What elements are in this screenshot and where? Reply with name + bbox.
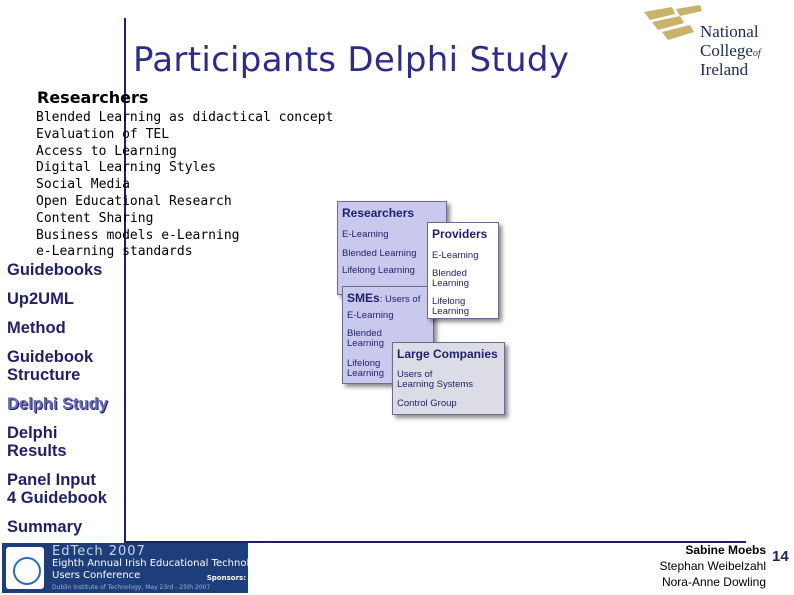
providers-box-item: Lifelong Learning [432, 296, 469, 317]
researchers-box-item: Lifelong Learning [342, 265, 415, 276]
large-companies-box-title: Large Companies [397, 347, 498, 361]
providers-box-item: Blended Learning [432, 268, 469, 289]
list-item: Blended Learning as didactical concept [36, 110, 334, 125]
banner-line-1: Eighth Annual Irish Educational Technology [52, 558, 268, 569]
banner-line-3: Dublin Institute of Technology, May 23rd - 25th 2007 [52, 584, 211, 591]
banner-line-2: Users Conference [52, 570, 141, 581]
dit-seal-icon [13, 557, 41, 585]
page-number: 14 [772, 548, 789, 565]
smes-subtitle: : Users of [379, 294, 421, 305]
smes-box-title [347, 291, 420, 305]
logo-stripes-icon [642, 4, 704, 44]
logo-line-2a: College [700, 41, 753, 60]
large-companies-box-item: Users of Learning Systems [397, 369, 474, 390]
list-item: Content Sharing [36, 210, 154, 226]
list-item: Evaluation of TEL [36, 126, 170, 142]
researchers-box-title: Researchers [342, 206, 415, 220]
researchers-box-item: Blended Learning [342, 248, 417, 259]
content-list [36, 110, 333, 261]
author-1: Sabine Moebs [685, 543, 766, 557]
nav-item-up2uml[interactable]: Up2UML [7, 290, 74, 308]
logo-line-3: Ireland [700, 60, 749, 79]
list-item: Digital Learning Styles [36, 160, 217, 176]
nav-item-delphi-results[interactable]: Delphi Results [7, 424, 67, 460]
list-item: e-Learning standards [36, 244, 193, 260]
banner-sponsors: Sponsors: [206, 574, 246, 582]
list-item: Social Media [36, 177, 130, 193]
list-item: Access to Learning [36, 143, 177, 159]
logo-line-2b: of [752, 48, 761, 59]
smes-box-item: Lifelong Learning [347, 358, 384, 379]
authors [630, 542, 766, 590]
list-item: Business models e-Learning [36, 227, 240, 243]
smes-box-item: E-Learning [347, 310, 394, 321]
author-2: Stephan Weibelzahl [659, 559, 766, 573]
logo-line-2 [700, 41, 761, 61]
nav-item-guidebook-structure[interactable]: Guidebook Structure [7, 348, 94, 384]
large-companies-box-item: Control Group [397, 398, 457, 409]
author-3: Nora-Anne Dowling [661, 575, 766, 589]
edtech-banner [2, 543, 268, 593]
banner-title: EdTech 2007 [52, 544, 146, 559]
list-item: Open Educational Research [36, 193, 232, 209]
nav-item-delphi-study[interactable]: Delphi Study [7, 395, 108, 413]
providers-box-item: E-Learning [432, 250, 479, 261]
providers-box-title: Providers [432, 227, 488, 241]
dit-logo [6, 547, 44, 589]
large-companies-box [392, 342, 505, 415]
researchers-box-item: E-Learning [342, 229, 389, 240]
nav-item-method[interactable]: Method [7, 319, 66, 337]
providers-box [427, 222, 499, 319]
ncirl-logo [642, 4, 770, 80]
smes-title: SMEs [347, 291, 380, 305]
smes-box-item: Blended Learning [347, 328, 384, 349]
logo-line-1: National [700, 22, 759, 41]
content-heading: Researchers [37, 88, 149, 107]
nav-item-summary[interactable]: Summary [7, 518, 83, 536]
slide-title: Participants Delphi Study [133, 40, 570, 80]
nav-item-panel-input[interactable]: Panel Input 4 Guidebook [7, 471, 107, 507]
nav-item-guidebooks[interactable]: Guidebooks [7, 261, 103, 279]
